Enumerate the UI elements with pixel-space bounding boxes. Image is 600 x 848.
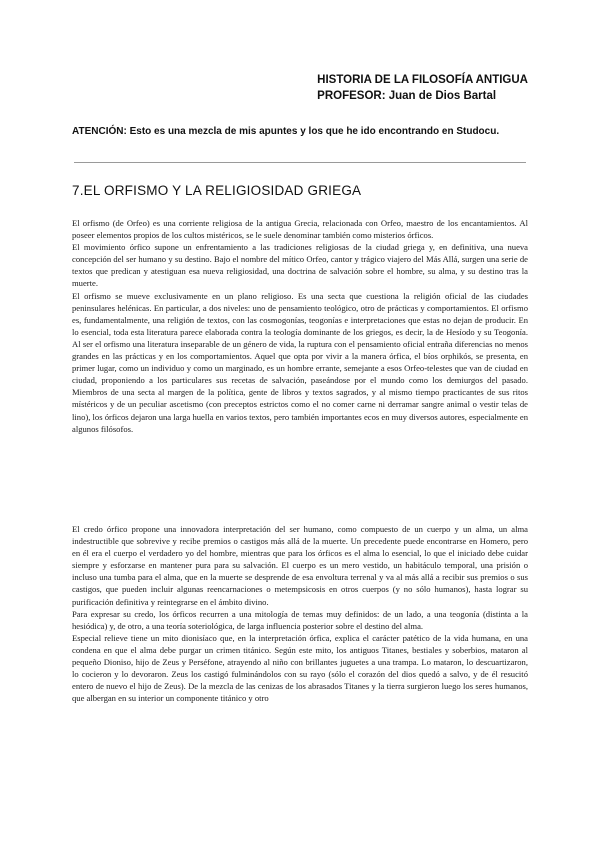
body-block-1 [72, 217, 528, 435]
attention-notice: ATENCIÓN: Esto es una mezcla de mis apuntes y los que he ido encontrando en Studocu. [72, 126, 500, 137]
paragraph: El orfismo (de Orfeo) es una corriente religiosa de la antigua Grecia, relacionada con Orfeo, maestro de los encantamientos. Al poseer elementos propios de los cultos mistéricos, se le suele denominar también como misterios órficos. [72, 218, 528, 241]
paragraph: El movimiento órfico supone un enfrentamiento a las tradiciones religiosas de la ciudad griega y, en definitiva, una nueva concepción del ser humano y su destino. Bajo el nombre del mítico Orfeo, cantor y trágico viajero del Más Allá, surgen una serie de textos que predican y atestiguan esa nueva religiosidad, una doctrina de salvación sobre el hombre, su alma, y su destino tras la muerte. [72, 242, 528, 289]
paragraph: Para expresar su credo, los órficos recurren a una mitología de temas muy definidos: de un lado, a una teogonía (distinta a la hesiódica) y, de otro, a una teoría soteriológica, de larga influencia posterior sobre el destino del alma. [72, 608, 528, 631]
section-title: 7.EL ORFISMO Y LA RELIGIOSIDAD GRIEGA [72, 183, 362, 198]
paragraph: El orfismo se mueve exclusivamente en un plano religioso. Es una secta que cuestiona la religión oficial de las ciudades peninsulares helénicas. En particular, a dos niveles: uno de pensamiento teológico, otro de prácticas y comportamientos. El orfismo es, fundamentalmente, una religión de textos, con las cosmogonías, teogonías e interpretaciones que estas no dejan de producir. En lo esencial, toda esta literatura parece elaborada contra la teología dominante de los griegos, es decir, la de Hesíodo y su Teogonía. Al ser el orfismo una literatura inseparable de un género de vida, la ruptura con el pensamiento oficial entraña diferencias no menos grandes en las prácticas y en los comportamientos. Aquel que opta por vivir a la manera órfica, el bíos orphikós, se presenta, en primer lugar, como un individuo y como un marginado, es un hombre errante, semejante a esos Orfeo-telestes que van de ciudad en ciudad, proponiendo a los particulares sus recetas de salvación, paseándose por el mundo como los demiurgos del pasado. Miembros de una secta al margen de la política, gente de libros y textos sagrados, y al mismo tiempo practicantes de sus ritos místéricos y de un peculiar ascetismo (con preceptos estrictos como el no comer carne ni derramar sangre animal o vestir telas de lino), los órficos dejaron una larga huella en varios textos, pero también importantes ecos en muy diversos autores, especialmente en algunos filósofos. [72, 290, 528, 434]
paragraph: El credo órfico propone una innovadora interpretación del ser humano, como compuesto de un cuerpo y un alma, un alma indestructible que sobrevive y recibe premios o castigos más allá de la muerte. Un precedente puede encontrarse en Homero, pero en él era el cuerpo el verdadero yo del hombre, mientras que para los órficos es el alma lo esencial, lo que el iniciado debe cuidar siempre y esforzarse en mantener pura para su salvación. El cuerpo es un mero vestido, un habitáculo temporal, una prisión o incluso una tumba para el alma, que en la muerte se desprende de esa envoltura terrenal y va al más allá a recibir sus premios o sus castigos, que pueden incluir algunas reencarnaciones o metempsicosis en otros cuerpos (y no sólo humanos), hasta lograr su purificación definitiva y reintegrarse en el ámbito divino. [72, 524, 528, 607]
professor-line: PROFESOR: Juan de Dios Bartal [317, 90, 497, 102]
body-block-2 [72, 523, 528, 704]
course-title: HISTORIA DE LA FILOSOFÍA ANTIGUA [317, 74, 528, 86]
document-header [317, 72, 528, 104]
paragraph: Especial relieve tiene un mito dionisíaco que, en la interpretación órfica, explica el carácter patético de la vida humana, en una condena en que el alma debe purgar un crimen titánico. Según este mito, los antiguos Titanes, bestiales y soberbios, mataron al pequeño Dioniso, hijo de Zeus y Perséfone, atrayendo al niño con brillantes juguetes a una trampa. Lo mataron, lo descuartizaron, lo cocieron y lo devoraron. Zeus los castigó fulminándolos con su rayo (sólo el corazón del dios quedó a salvo, y de él resucitó entero de nuevo el hijo de Zeus). De la mezcla de las cenizas de los abrasados Titanes y la tierra surgieron luego los seres humanos, que albergan en su interior un componente titánico y otro [72, 632, 528, 704]
horizontal-divider [74, 162, 526, 163]
